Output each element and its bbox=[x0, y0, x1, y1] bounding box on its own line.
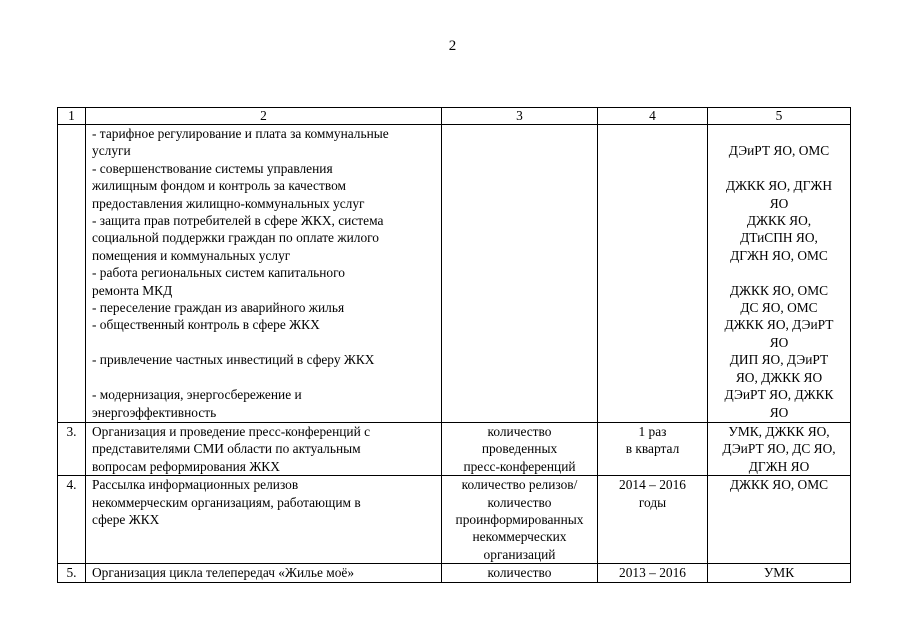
text-line: ДЖКК ЯО, ДЭиРТ bbox=[724, 317, 834, 333]
plan-table bbox=[57, 107, 851, 583]
responsible-cell bbox=[708, 476, 851, 564]
text-line: Организация цикла телепередач «Жилье моё» bbox=[92, 565, 355, 581]
activity-lines bbox=[92, 125, 438, 421]
activity-lines bbox=[92, 564, 438, 581]
activity-cell bbox=[86, 125, 442, 423]
column-header: 1 bbox=[58, 108, 86, 125]
activity-cell bbox=[86, 564, 442, 582]
column-header: 5 bbox=[708, 108, 851, 125]
text-line: сфере ЖКХ bbox=[92, 512, 160, 528]
page-number: 2 bbox=[448, 38, 457, 54]
text-line: УМК bbox=[763, 565, 795, 581]
text-line: 1 раз bbox=[638, 424, 667, 439]
text-line: ДЖКК ЯО, ОМС bbox=[729, 282, 829, 298]
text-line: организаций bbox=[483, 546, 556, 562]
text-line: 2013 – 2016 bbox=[619, 565, 686, 581]
text-line: некоммерческих bbox=[472, 529, 567, 545]
text-line: ЯО bbox=[769, 334, 789, 350]
text-line bbox=[708, 125, 850, 142]
text-line: ЯО, ДЖКК ЯО bbox=[735, 369, 823, 385]
text-line: энергоэффективность bbox=[92, 404, 217, 420]
text-line: некоммерческим организациям, работающим в bbox=[92, 494, 361, 510]
responsible-lines bbox=[708, 476, 850, 493]
text-line: количество bbox=[487, 424, 552, 439]
text-line: - модернизация, энергосбережение и bbox=[92, 387, 302, 403]
text-line: - работа региональных систем капитального bbox=[92, 265, 345, 281]
deadline-cell bbox=[598, 125, 708, 423]
responsible-lines bbox=[708, 125, 850, 421]
text-line: ДЭиРТ ЯО, ДЖКК bbox=[724, 387, 834, 403]
text-line: в квартал bbox=[625, 441, 680, 457]
text-line: проинформированных bbox=[455, 512, 584, 528]
text-line: ДЖКК ЯО, bbox=[746, 213, 812, 229]
text-line: ДЖКК ЯО, ОМС bbox=[729, 477, 829, 493]
responsible-cell bbox=[708, 125, 851, 423]
deadline-lines bbox=[598, 476, 707, 511]
text-line: количество bbox=[487, 494, 552, 510]
table-header-row bbox=[58, 108, 851, 125]
text-line: ДС ЯО, ОМС bbox=[740, 300, 818, 316]
text-line: 2014 – 2016 bbox=[619, 477, 686, 493]
text-line: - общественный контроль в сфере ЖКХ bbox=[92, 317, 320, 333]
responsible-lines bbox=[708, 423, 850, 475]
text-line bbox=[708, 160, 850, 177]
text-line: годы bbox=[638, 494, 667, 510]
text-line: предоставления жилищно-коммунальных услуг bbox=[92, 195, 365, 211]
activity-lines bbox=[92, 476, 438, 528]
deadline-lines bbox=[598, 564, 707, 581]
text-line: социальной поддержки граждан по оплате жилого bbox=[92, 230, 380, 246]
table-row bbox=[58, 476, 851, 564]
row-number-cell: 4. bbox=[58, 476, 86, 564]
text-line: количество релизов/ bbox=[461, 477, 578, 493]
column-header: 2 bbox=[86, 108, 442, 125]
row-number-cell: 3. bbox=[58, 423, 86, 476]
row-number-cell: 5. bbox=[58, 564, 86, 582]
text-line: ЯО bbox=[769, 195, 789, 211]
text-line: проведенных bbox=[481, 441, 558, 457]
table-row bbox=[58, 423, 851, 476]
text-line bbox=[92, 369, 438, 386]
text-line bbox=[708, 264, 850, 281]
text-line: пресс-конференций bbox=[463, 458, 576, 474]
table-row bbox=[58, 564, 851, 582]
indicator-lines bbox=[442, 564, 597, 581]
text-line: ДГЖН ЯО bbox=[748, 458, 810, 474]
text-line: жилищным фондом и контроль за качеством bbox=[92, 178, 346, 194]
deadline-cell bbox=[598, 423, 708, 476]
activity-cell bbox=[86, 423, 442, 476]
text-line: Рассылка информационных релизов bbox=[92, 477, 299, 493]
text-line: услуги bbox=[92, 143, 131, 159]
column-header: 4 bbox=[598, 108, 708, 125]
text-line: ремонта МКД bbox=[92, 282, 173, 298]
text-line: ДЭиРТ ЯО, ОМС bbox=[728, 143, 830, 159]
text-line: - переселение граждан из аварийного жилья bbox=[92, 300, 345, 316]
responsible-lines bbox=[708, 564, 850, 581]
activity-cell bbox=[86, 476, 442, 564]
responsible-cell bbox=[708, 564, 851, 582]
column-header: 3 bbox=[442, 108, 598, 125]
text-line: - совершенствование системы управления bbox=[92, 160, 333, 176]
text-line: ДИП ЯО, ДЭиРТ bbox=[729, 352, 829, 368]
text-line: Организация и проведение пресс-конференций с bbox=[92, 424, 371, 439]
activity-lines bbox=[92, 423, 438, 475]
text-line: вопросам реформирования ЖКХ bbox=[92, 458, 280, 474]
text-line: представителями СМИ области по актуальным bbox=[92, 441, 361, 457]
responsible-cell bbox=[708, 423, 851, 476]
text-line: - тарифное регулирование и плата за коммунальные bbox=[92, 126, 389, 141]
deadline-cell bbox=[598, 564, 708, 582]
indicator-cell bbox=[442, 476, 598, 564]
text-line: помещения и коммунальных услуг bbox=[92, 247, 291, 263]
text-line: - защита прав потребителей в сфере ЖКХ, система bbox=[92, 213, 384, 229]
text-line: ДГЖН ЯО, ОМС bbox=[730, 247, 828, 263]
text-line: ДТиСПН ЯО, bbox=[740, 230, 818, 246]
indicator-cell bbox=[442, 423, 598, 476]
deadline-cell bbox=[598, 476, 708, 564]
text-line: - привлечение частных инвестиций в сферу ЖКХ bbox=[92, 352, 375, 368]
text-line: количество bbox=[487, 565, 552, 581]
text-line: ДЖКК ЯО, ДГЖН bbox=[725, 178, 833, 194]
deadline-lines bbox=[598, 423, 707, 458]
text-line: УМК, ДЖКК ЯО, bbox=[728, 424, 830, 439]
text-line: ДЭиРТ ЯО, ДС ЯО, bbox=[722, 441, 836, 457]
text-line: ЯО bbox=[769, 404, 789, 420]
indicator-lines bbox=[442, 423, 597, 475]
indicator-lines bbox=[442, 476, 597, 563]
indicator-cell bbox=[442, 125, 598, 423]
row-number-cell bbox=[58, 125, 86, 423]
indicator-cell bbox=[442, 564, 598, 582]
text-line bbox=[92, 334, 438, 351]
table-row-continuation bbox=[58, 125, 851, 423]
